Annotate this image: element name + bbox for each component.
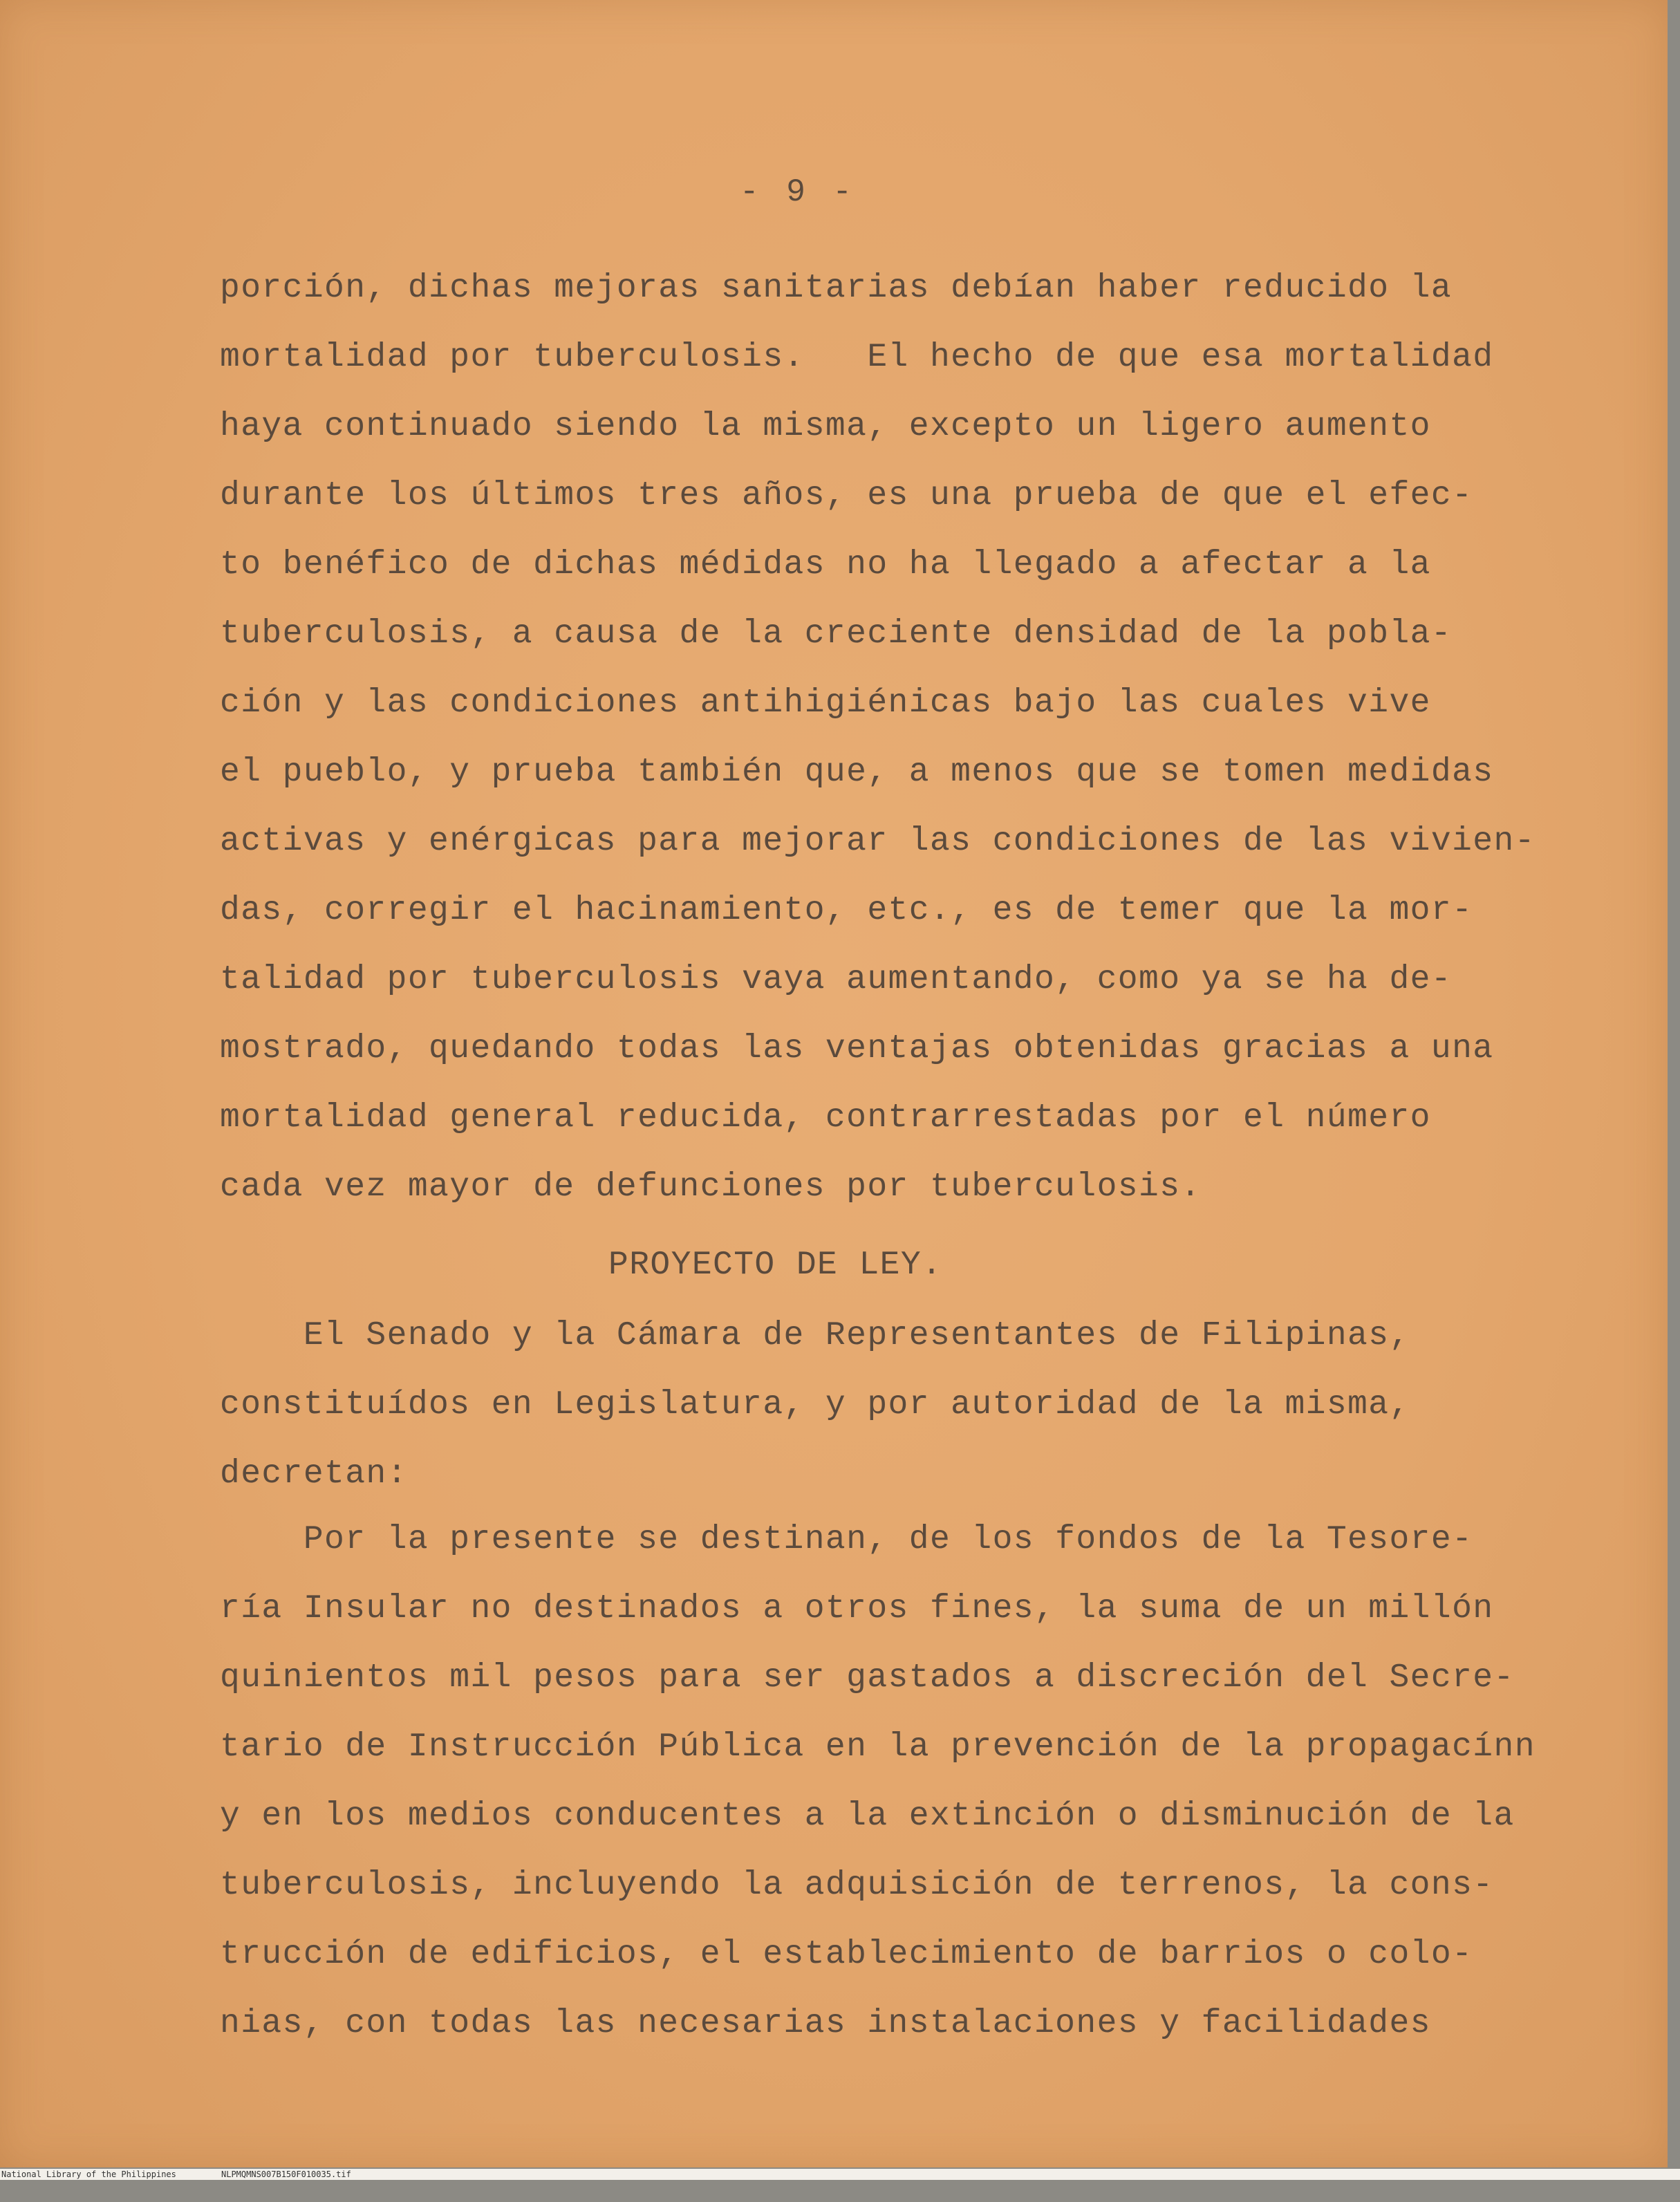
text-line: activas y enérgicas para mejorar las condiciones de las vivien- <box>220 823 1536 860</box>
text-line: constituídos en Legislatura, y por autoridad de la misma, <box>220 1386 1410 1424</box>
text-line: ción y las condiciones antihigiénicas bajo las cuales vive <box>220 684 1431 722</box>
text-line: el pueblo, y prueba también que, a menos que se tomen medidas <box>220 754 1494 791</box>
section-heading: PROYECTO DE LEY. <box>608 1247 943 1284</box>
text-line: tuberculosis, a causa de la creciente densidad de la pobla- <box>220 615 1453 653</box>
text-line: porción, dichas mejoras sanitarias debían haber reducido la <box>220 270 1453 307</box>
text-line: mostrado, quedando todas las ventajas obtenidas gracias a una <box>220 1030 1494 1067</box>
text-line: y en los medios conducentes a la extinción o disminución de la <box>220 1798 1515 1835</box>
page-number: - 9 - <box>740 174 857 210</box>
text-line: nias, con todas las necesarias instalaciones y facilidades <box>220 2005 1431 2042</box>
text-line: talidad por tuberculosis vaya aumentando, como ya se ha de- <box>220 961 1453 998</box>
footer-file-id: NLPMQMNS007B150F010035.tif <box>221 2170 351 2179</box>
text-line: ría Insular no destinados a otros fines, la suma de un millón <box>220 1590 1494 1627</box>
text-line: durante los últimos tres años, es una prueba de que el efec- <box>220 477 1473 514</box>
text-line: cada vez mayor de defunciones por tuberculosis. <box>220 1168 1202 1206</box>
text-line: mortalidad general reducida, contrarrestadas por el número <box>220 1099 1431 1137</box>
text-line: quinientos mil pesos para ser gastados a discreción del Secre- <box>220 1659 1515 1697</box>
text-line: mortalidad por tuberculosis. El hecho de que esa mortalidad <box>220 339 1494 376</box>
scan-footer <box>0 2169 1680 2180</box>
text-line: haya continuado siendo la misma, excepto un ligero aumento <box>220 408 1431 445</box>
footer-library: National Library of the Philippines <box>1 2170 176 2179</box>
text-line: trucción de edificios, el establecimiento de barrios o colo- <box>220 1936 1473 1973</box>
text-line: El Senado y la Cámara de Representantes de Filipinas, <box>220 1317 1410 1354</box>
text-line: tario de Instrucción Pública en la prevención de la propagacínn <box>220 1728 1536 1766</box>
text-line: tuberculosis, incluyendo la adquisición de terrenos, la cons- <box>220 1867 1494 1904</box>
text-line: decretan: <box>220 1455 408 1493</box>
text-line: to benéfico de dichas médidas no ha llegado a afectar a la <box>220 546 1431 584</box>
text-line: Por la presente se destinan, de los fondos de la Tesore- <box>220 1521 1473 1558</box>
text-line: das, corregir el hacinamiento, etc., es de temer que la mor- <box>220 892 1473 929</box>
